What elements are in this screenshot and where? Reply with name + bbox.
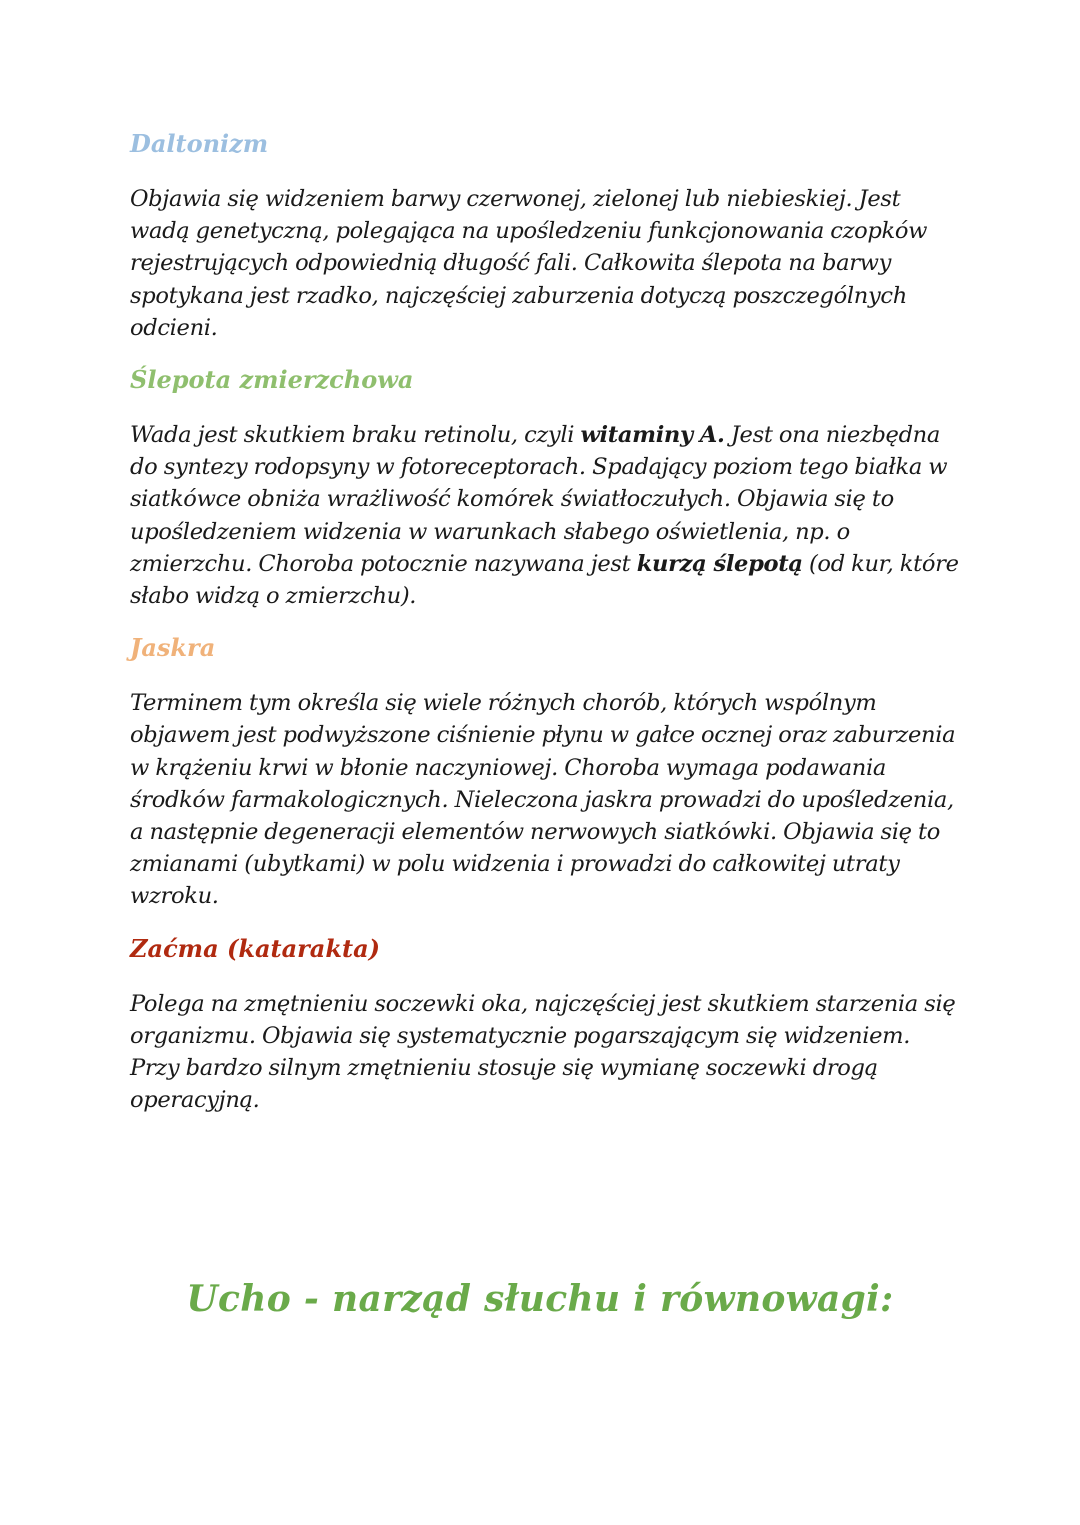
section-body-daltonizm [130,183,960,344]
body-text: Jest ona niezbędna do syntezy rodopsyny w fotoreceptorach. Spadający poziom tego białka w siatkówce obniża wrażliwość komórek światłoczułych. Objawia się to upośledzeniem widzenia w warunkach słabego oświetlenia, np. o zmierzchu. Choroba potocznie nazywana jest [130,422,948,577]
section-body-jaskra [130,687,960,912]
section-title-zacma: Zaćma (katarakta) [130,933,380,963]
bold-term-kurza-slepota: kurzą ślepotą [636,550,803,577]
bold-term-witaminy-a: witaminy A. [580,422,725,449]
body-text: Polega na zmętnieniu soczewki oka, najczęściej jest skutkiem starzenia się organizmu. Objawia się systematycznie pogarszającym się widzeniem. Przy bardzo silnym zmętnieniu stosuje się wymianę soczewki drogą operacyjną. [130,990,956,1114]
body-text: Wada jest skutkiem braku retinolu, czyli [130,422,581,449]
section-title-daltonizm: Daltonizm [130,129,269,158]
body-text: (od kur, które słabo widzą o zmierzchu). [130,550,959,610]
chapter-title: Ucho - narząd słuchu i równowagi: [186,1278,894,1320]
body-text: Objawia się widzeniem barwy czerwonej, zielonej lub niebieskiej. Jest wadą genetyczną, polegająca na upośledzeniu funkcjonowania czopków rejestrujących odpowiednią długość fali. Całkowita ślepota na barwy spotykana jest rzadko, najczęściej zaburzenia dotyczą poszczególnych odcieni. [130,186,928,341]
section-body-zacma [130,988,960,1117]
section-title-jaskra: Jaskra [130,633,216,663]
section-body-slepota-zmierzchowa [130,419,960,612]
document-content [130,124,960,1132]
body-text: Terminem tym określa się wiele różnych chorób, których wspólnym objawem jest podwyższone ciśnienie płynu w gałce ocznej oraz zaburzenia w krążeniu krwi w błonie naczyniowej. Choroba wymaga podawania środków farmakologicznych. Nieleczona jaskra prowadzi do upośledzenia, a następnie degeneracji elementów nerwowych siatkówki. Objawia się to zmianami (ubytkami) w polu widzenia i prowadzi do całkowitej utraty wzroku. [130,690,956,910]
section-title-slepota-zmierzchowa: Ślepota zmierzchowa [130,365,414,395]
